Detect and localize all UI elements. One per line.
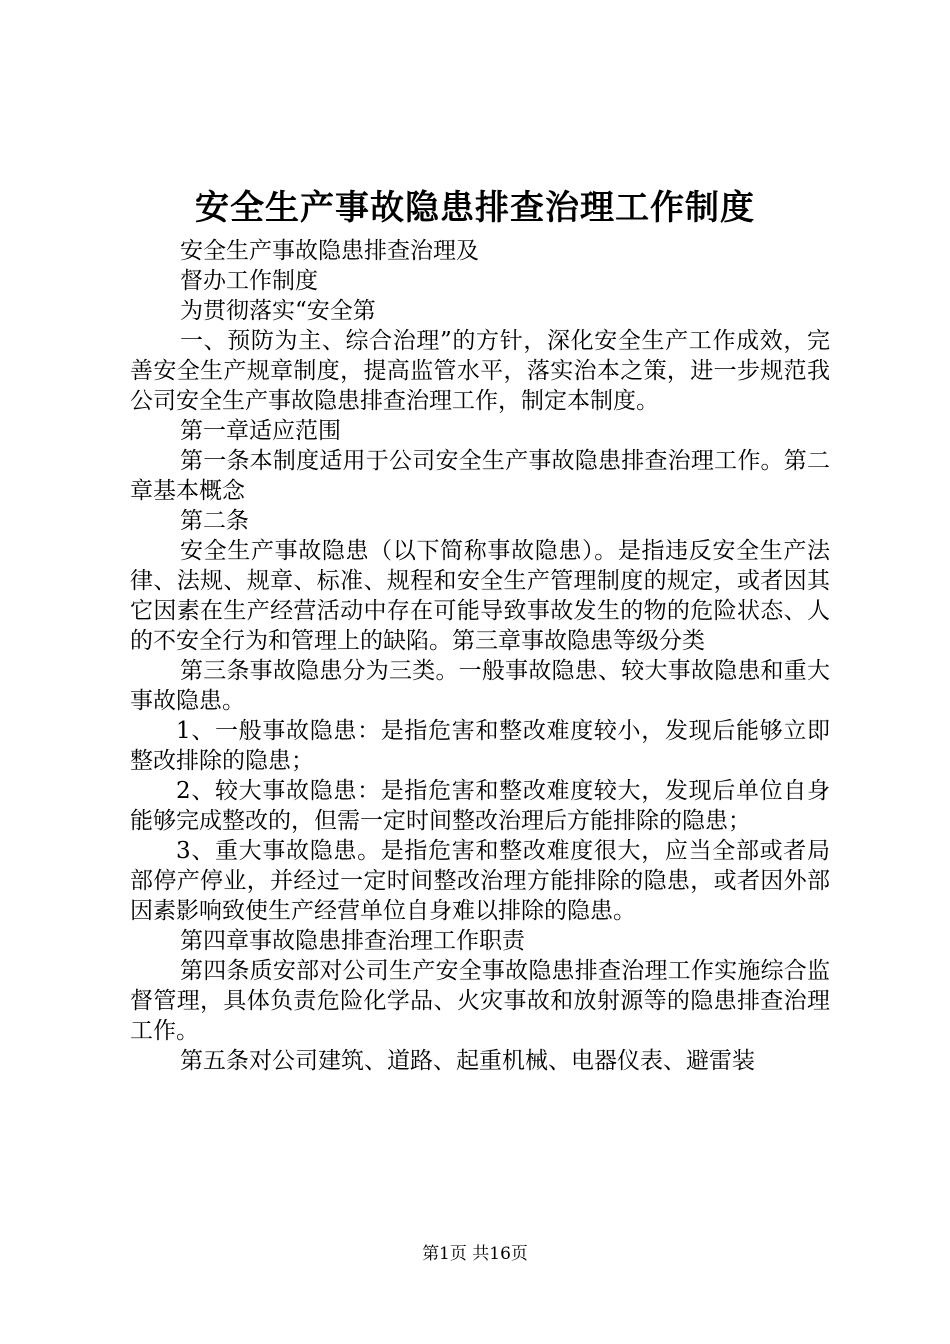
list-item: 1、一般事故隐患：是指危害和整改难度较小，发现后能够立即整改排除的隐患；: [130, 718, 830, 774]
paragraph: 安全生产事故隐患（以下简称事故隐患）。是指违反安全生产法律、法规、规章、标准、规程和安全生产管理制度的规定，或者因其它因素在生产经营活动中存在可能导致事故发生的物的危险状态、人的不安全行为和管理上的缺陷。第三章事故隐患等级分类: [130, 538, 830, 654]
document-body: [130, 236, 830, 1076]
paragraph: 一、预防为主、综合治理”的方针，深化安全生产工作成效，完善安全生产规章制度，提高监管水平，落实治本之策，进一步规范我公司安全生产事故隐患排查治理工作，制定本制度。: [130, 328, 830, 414]
chapter-heading: 第四章事故隐患排查治理工作职责: [180, 928, 525, 954]
document-title: 安全生产事故隐患排查治理工作制度: [195, 188, 755, 228]
paragraph: 督办工作制度: [180, 268, 318, 294]
chapter-heading: 第一章适应范围: [180, 418, 341, 444]
list-item: 2、较大事故隐患：是指危害和整改难度较大，发现后单位自身能够完成整改的，但需一定时间整改治理后方能排除的隐患；: [130, 778, 830, 834]
page-number-footer: 第1页 共16页: [422, 1244, 528, 1264]
list-item: 3、重大事故隐患。是指危害和整改难度很大，应当全部或者局部停产停业，并经过一定时间整改治理方能排除的隐患，或者因外部因素影响致使生产经营单位自身难以排除的隐患。: [130, 838, 830, 924]
paragraph: 安全生产事故隐患排查治理及: [180, 238, 479, 264]
paragraph: 第四条质安部对公司生产安全事故隐患排查治理工作实施综合监督管理，具体负责危险化学品、火灾事故和放射源等的隐患排查治理工作。: [130, 958, 830, 1044]
paragraph: 第二条: [180, 508, 249, 534]
paragraph: 为贯彻落实“安全第: [180, 298, 376, 324]
paragraph: 第五条对公司建筑、道路、起重机械、电器仪表、避雷装: [180, 1048, 755, 1074]
paragraph: 第三条事故隐患分为三类。一般事故隐患、较大事故隐患和重大事故隐患。: [130, 658, 830, 714]
paragraph: 第一条本制度适用于公司安全生产事故隐患排查治理工作。第二章基本概念: [130, 448, 830, 504]
